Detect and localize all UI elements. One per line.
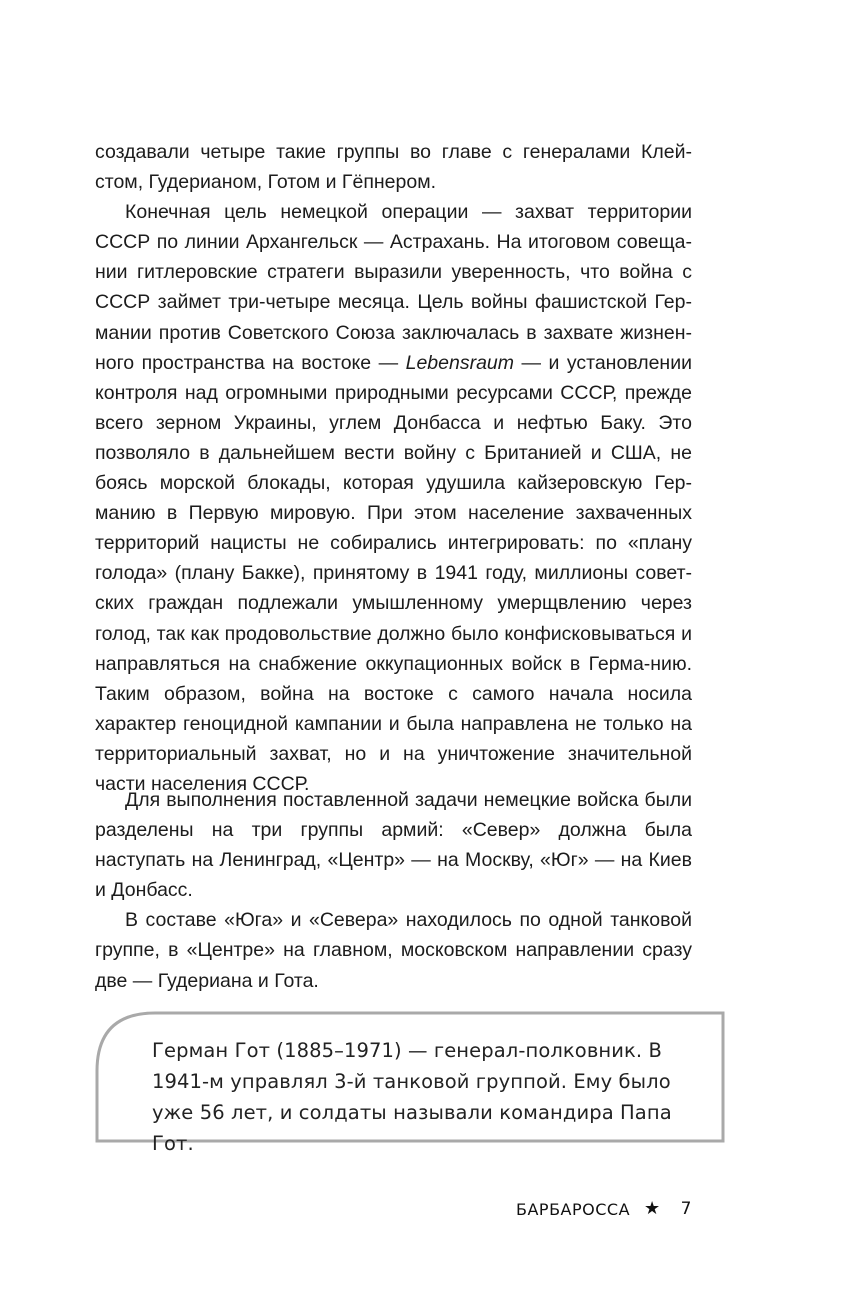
lebensraum-term: Lebensraum: [405, 351, 515, 374]
paragraph-goal-part-1: Конечная цель немецкой операции — захват территории СССР по линии Архангельск — Астрахань. На итоговом совеща-нии гитлеровские стратеги выразили уверенность, что война с СССР займет три-четыре месяца. Цель войны фашистской Гер-мании против Советского Союза заключалась в захвате жизнен-ного пространства на востоке —: [95, 201, 692, 374]
page-number: 7: [680, 1199, 692, 1219]
paragraph-army-groups: Для выполнения поставленной задачи немецкие войска были разделены на три группы армий: «Север» должна была наступать на Ленинград, «Центр» — на Москву, «Юг» — на Киев и Донбасс.: [95, 789, 692, 902]
paragraph-tank-groups: В составе «Юга» и «Севера» находилось по одной танковой группе, в «Центре» на главном, московском направлении сразу две — Гудериана и Гота.: [95, 909, 692, 992]
page-footer: [516, 1199, 692, 1219]
main-text-block-1: [95, 137, 692, 799]
callout-text: Герман Гот (1885–1971) — генерал-полковник. В 1941-м управлял 3-й танковой группой. Ему было уже 56 лет, и солдаты называли командира Папа Гот.: [152, 1039, 672, 1155]
paragraph-continuation: создавали четыре такие группы во главе с генералами Клей-стом, Гудерианом, Готом и Гёпнером.: [95, 141, 692, 194]
paragraph-goal: [95, 197, 692, 799]
callout-box: [95, 1011, 725, 1155]
paragraph-goal-part-2: — и установлении контроля над огромными природными ресурсами СССР, прежде всего зерном Украины, углем Донбасса и нефтью Баку. Это позволяло в дальнейшем вести войну с Британией и США, не боясь морской блокады, которая удушила кайзеровскую Гер-манию в Первую мировую. При этом население захваченных территорий нацисты не собирались интегрировать: по «плану голода» (плану Бакке), принятому в 1941 году, миллионы совет-ских граждан подлежали умышленному умерщвлению через голод, так как продовольствие должно было конфисковываться и направляться на снабжение оккупационных войск в Герма-нию. Таким образом, война на востоке с самого начала носила характер геноцидной кампании и была направлена не только на территориальный захват, но и на уничтожение значительной части населения СССР.: [95, 351, 692, 795]
star-icon: ★: [644, 1198, 661, 1219]
main-text-block-2: [95, 785, 692, 996]
running-title: БАРБАРОССА: [516, 1199, 631, 1219]
